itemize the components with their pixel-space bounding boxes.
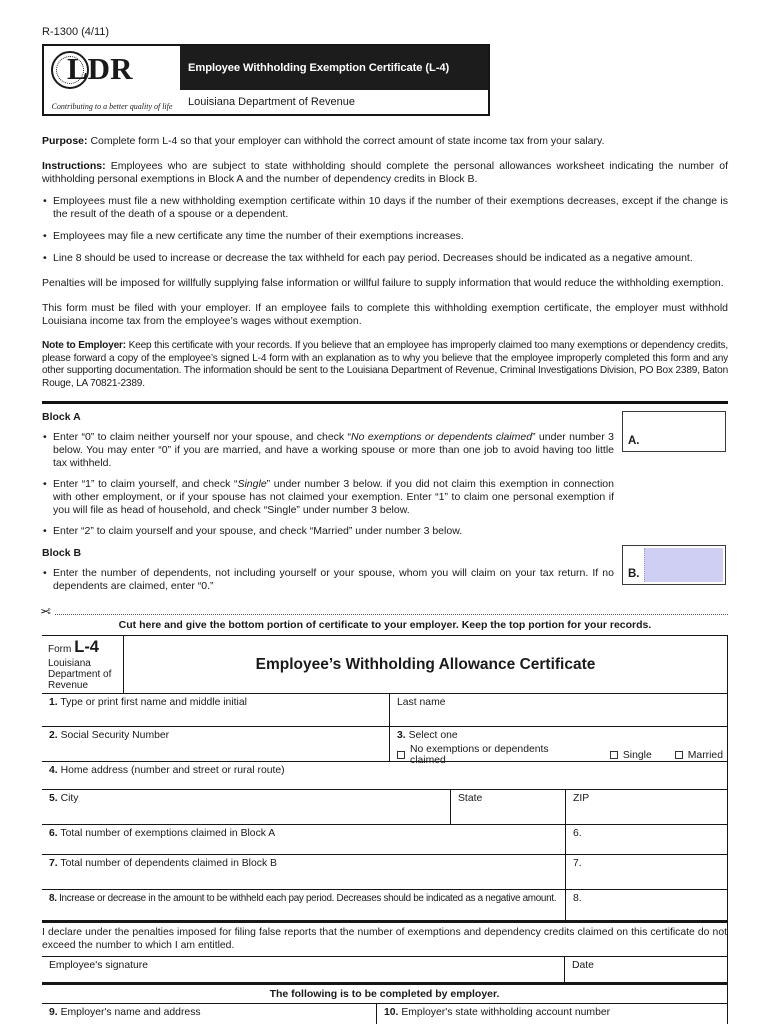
field-date: Date: [572, 959, 594, 971]
block-a-bullet-1: • Enter “0” to claim neither yourself nor your spouse, and check “No exemptions or dependents claimed” under number 3 below. You may enter “0” if you are married, and have a working spouse or more than one job to avoid having too little tax withheld.: [42, 431, 614, 470]
scissors-icon: ✂: [40, 604, 51, 620]
field-exemptions-total: 6. Total number of exemptions claimed in Block A: [42, 825, 566, 854]
field-last-name: Last name: [397, 697, 446, 709]
block-a-bullet-2: • Enter “1” to claim yourself, and check “Single” under number 3 below. if you did not claim this exemption in connection with other employment, or if your spouse has not claimed your exemption. Enter “1” to claim one personal exemption if you will file as head of household, and check “Single” under number 3 below.: [42, 478, 614, 517]
purpose-label: Purpose:: [42, 135, 88, 147]
declaration-text: I declare under the penalties imposed for filing false reports that the number of exemptions and dependency credits claimed on this certificate do not exceed the number to which I am entitled.: [42, 923, 727, 957]
block-a-heading: Block A: [42, 411, 81, 424]
block-b-input-field[interactable]: [644, 548, 724, 582]
instruction-bullets: [42, 195, 728, 265]
l4-form-name: L-4: [74, 638, 99, 657]
checkbox-no-exemptions[interactable]: [397, 751, 405, 759]
checkbox-single[interactable]: [610, 751, 618, 759]
checkbox-married[interactable]: [675, 751, 683, 759]
block-b-heading: Block B: [42, 547, 82, 560]
block-b-answer-box: [622, 545, 726, 585]
penalties-paragraph: Penalties will be imposed for willfully supplying false information or willful failure to supply information that would reduce the withholding exemption.: [42, 277, 724, 289]
block-b-bullet-1: • Enter the number of dependents, not including yourself or your spouse, whom you will claim on your tax return. If no dependents are claimed, enter “0.”: [42, 567, 614, 593]
cut-dotted-rule: [55, 614, 728, 615]
note-label: Note to Employer:: [42, 340, 126, 351]
block-b-section: [42, 547, 728, 593]
option-married: Married: [675, 744, 723, 766]
bullet-item: • Line 8 should be used to increase or decrease the tax withheld for each pay period. Decreases should be indicated as a negative amount.: [42, 252, 728, 265]
field-state: State: [451, 790, 566, 824]
bullet-item: • Employees may file a new certificate any time the number of their exemptions increases.: [42, 230, 728, 243]
instructions-paragraph: Instructions: Employees who are subject to state withholding should complete the personal allowances worksheet indicating the number of withholding personal exemptions in Block A and the number of dependency credits in Block B.: [42, 160, 729, 185]
field-dependents-total: 7. Total number of dependents claimed in Block B: [42, 855, 566, 889]
field-zip: ZIP: [573, 793, 590, 805]
field-dependents-total-entry: 7.: [573, 858, 582, 870]
option-no-exemptions: No exemptions or dependents claimed: [397, 744, 587, 766]
instructions-label: Instructions:: [42, 160, 106, 172]
bullet-item: • Employees must file a new withholding exemption certificate within 10 days if the number of their exemptions decreases, except if the change is the result of the death of a spouse or a dependent.: [42, 195, 728, 221]
block-a-answer-box: [622, 411, 726, 452]
field-employee-signature: Employee's signature: [42, 957, 565, 982]
l4-form-id: Form L-4 Louisiana Department of Revenue: [42, 636, 124, 693]
option-single: Single: [610, 744, 652, 766]
field-ssn: 2. Social Security Number: [42, 727, 390, 761]
ldr-logo: [44, 46, 180, 114]
field-home-address: 4. Home address (number and street or rural route): [49, 765, 285, 777]
cut-instruction: Cut here and give the bottom portion of certificate to your employer. Keep the top portion for your records.: [118, 619, 652, 632]
employer-section-heading: The following is to be completed by employer.: [42, 985, 727, 1004]
field-withholding-adjustment-entry: 8.: [573, 893, 582, 905]
block-a-section: [42, 404, 728, 593]
field-withholding-adjustment: 8. Increase or decrease in the amount to be withheld each pay period. Decreases should be indicated as a negative amount.: [42, 890, 566, 920]
field-city: 5. City: [42, 790, 451, 824]
ldr-tagline: Contributing to a better quality of life: [51, 102, 173, 111]
field-first-name: 1. Type or print first name and middle initial: [42, 694, 390, 726]
purpose-paragraph: Purpose: Complete form L-4 so that your employer can withhold the correct amount of state income tax from your salary.: [42, 135, 605, 147]
field-select-one: 3. Select one No exemptions or dependents claimed Single Married: [397, 730, 723, 767]
field-employer-name-address: 9. Employer's name and address: [42, 1004, 377, 1024]
cut-line: [40, 604, 728, 632]
block-b-box-label: B.: [628, 568, 640, 581]
block-a-bullet-3: • Enter “2” to claim yourself and your spouse, and check “Married” under number 3 below.: [42, 525, 614, 538]
form-header: [42, 44, 490, 116]
field-exemptions-total-entry: 6.: [573, 828, 582, 840]
block-a-box-label: A.: [628, 435, 640, 448]
form-number: R-1300 (4/11): [42, 26, 110, 38]
l4-title: Employee’s Withholding Allowance Certificate: [255, 655, 596, 673]
ldr-acronym: LDR: [67, 51, 133, 86]
form-title: Employee Withholding Exemption Certificate (L-4): [180, 46, 488, 90]
department-name: Louisiana Department of Revenue: [188, 96, 355, 108]
l4-certificate-table: [42, 635, 728, 1024]
note-to-employer: Note to Employer: Keep this certificate with your records. If you believe that an employee has improperly claimed too many exemptions or dependency credits, please forward a copy of the employee’s signed L-4 form with an explanation as to why you believe that the employee improperly completed this form and any other supporting documentation. The information should be sent to the Louisiana Department of Revenue, Criminal Investigations Division, PO Box 2389, Baton Rouge, LA 70821-2389.: [42, 340, 728, 389]
field-employer-account-number: 10. Employer's state withholding account number: [384, 1006, 611, 1018]
must-file-paragraph: This form must be filed with your employer. If an employee fails to complete this withholding exemption certificate, the employer must withhold Louisiana income tax from the employee’s wages without exemption.: [42, 302, 728, 327]
